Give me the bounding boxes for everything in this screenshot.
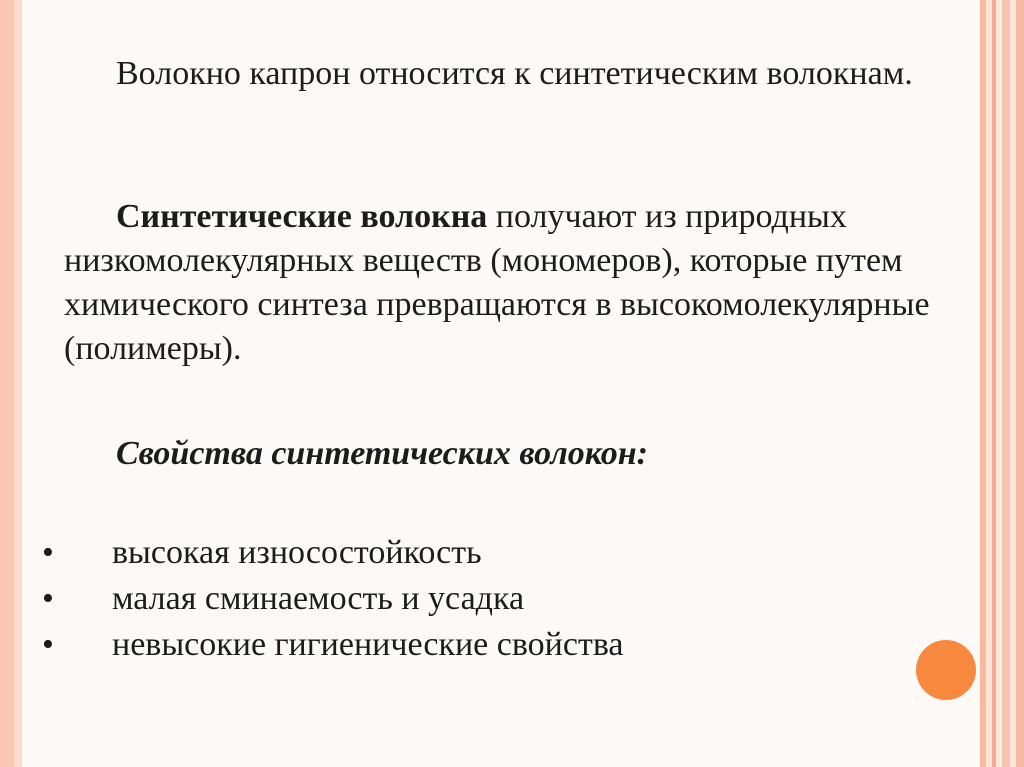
paragraph-definition <box>64 195 944 371</box>
bullet-dot-icon: • <box>42 580 54 617</box>
list-item-text: малая сминаемость и усадка <box>112 580 525 617</box>
left-frame-inner-border <box>14 0 22 767</box>
bullet-dot-icon: • <box>42 534 54 571</box>
properties-heading-text: Свойства синтетических волокон: <box>116 435 648 472</box>
right-striped-border <box>980 0 1024 767</box>
properties-heading <box>64 432 944 476</box>
decorative-circle-icon <box>916 640 976 700</box>
list-item-text: высокая износостойкость <box>112 534 482 571</box>
paragraph-intro <box>64 52 944 96</box>
properties-list <box>40 530 940 668</box>
list-item-text: невысокие гигиенические свойства <box>112 626 624 663</box>
list-item <box>40 622 940 668</box>
slide-content <box>22 0 980 767</box>
list-item <box>40 530 940 576</box>
paragraph-intro-text: Волокно капрон относится к синтетическим волокнам. <box>116 55 913 92</box>
list-item <box>40 576 940 622</box>
definition-text: получают из природных низкомолекулярных веществ (мономеров), которые путем химического синтеза превращаются в высокомолекулярные (полимеры). <box>64 198 930 367</box>
left-frame-border <box>0 0 14 767</box>
definition-term: Синтетические волокна <box>116 198 488 235</box>
bullet-dot-icon: • <box>42 626 54 663</box>
